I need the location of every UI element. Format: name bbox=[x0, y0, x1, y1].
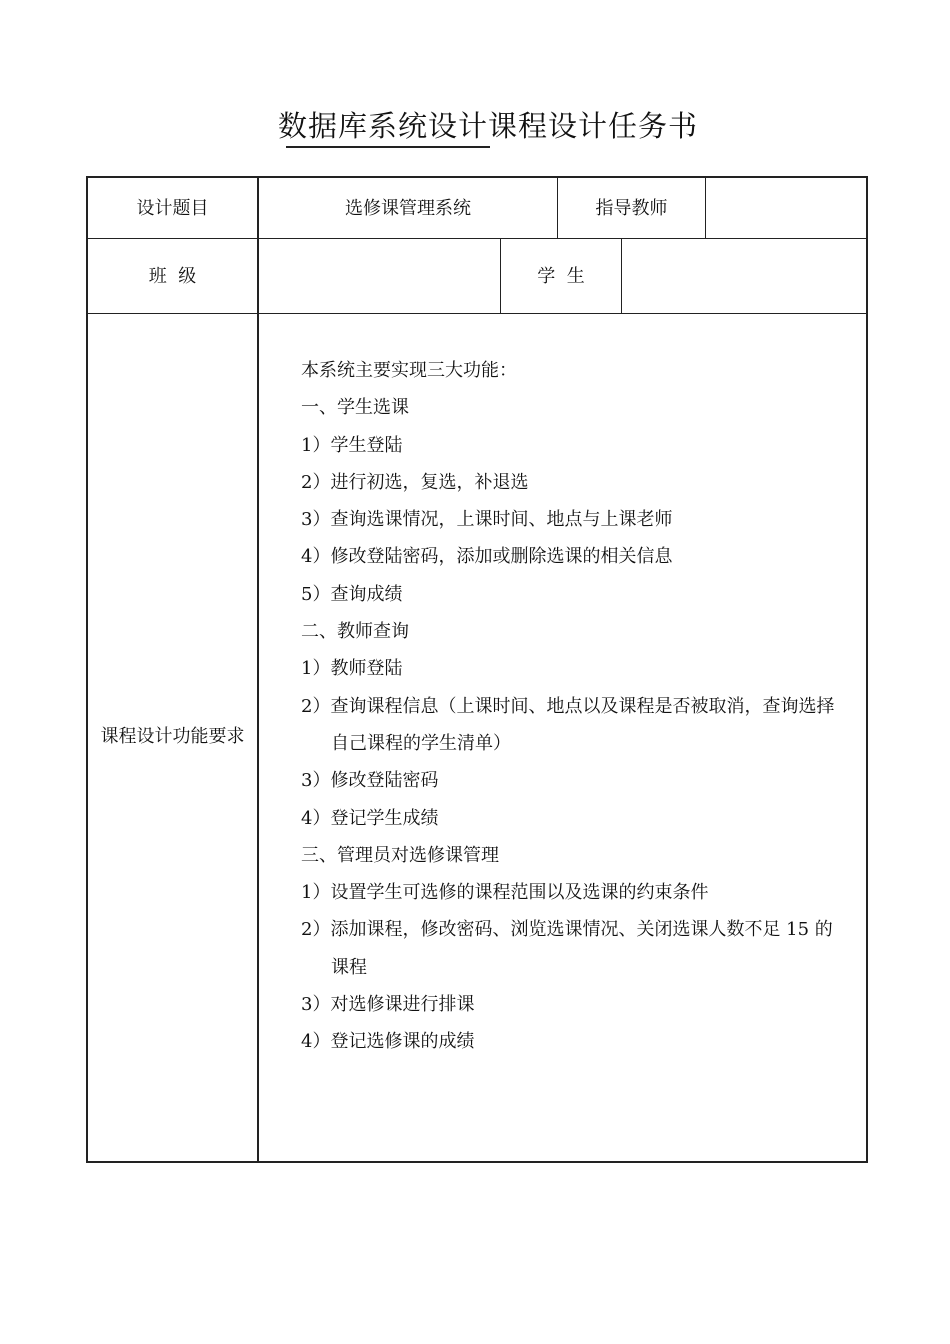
table-divider bbox=[86, 238, 868, 239]
list-item: 3）查询选课情况，上课时间、地点与上课老师 bbox=[301, 509, 673, 531]
title-underline bbox=[286, 146, 490, 148]
list-item: 4）修改登陆密码，添加或删除选课的相关信息 bbox=[301, 546, 673, 568]
list-item: 1）学生登陆 bbox=[301, 434, 403, 456]
list-item-continuation: 课程 bbox=[331, 956, 367, 978]
list-item: 4）登记学生成绩 bbox=[301, 807, 439, 829]
section-heading: 二、教师查询 bbox=[301, 621, 409, 643]
label-design-topic: 设计题目 bbox=[136, 198, 209, 219]
list-item: 2）查询课程信息（上课时间、地点以及课程是否被取消，查询选择 bbox=[301, 695, 835, 717]
list-item: 2）添加课程，修改密码、浏览选课情况、关闭选课人数不足 15 的 bbox=[301, 919, 833, 941]
list-item: 2）进行初选，复选，补退选 bbox=[301, 471, 529, 493]
label-advisor: 指导教师 bbox=[595, 198, 668, 219]
table-divider bbox=[86, 313, 868, 314]
list-item: 4）登记选修课的成绩 bbox=[301, 1031, 475, 1053]
document-title: 数据库系统设计课程设计任务书 bbox=[277, 109, 698, 143]
list-item: 3）修改登陆密码 bbox=[301, 770, 439, 792]
table-divider bbox=[621, 239, 622, 314]
design-topic-value: 选修课管理系统 bbox=[345, 198, 471, 219]
table-divider bbox=[705, 176, 706, 239]
label-requirements: 课程设计功能要求 bbox=[100, 726, 245, 747]
list-item: 5）查询成绩 bbox=[301, 583, 403, 605]
section-heading: 一、学生选课 bbox=[301, 397, 409, 419]
requirements-content bbox=[301, 352, 861, 1061]
label-student: 学 生 bbox=[537, 266, 585, 287]
list-item: 3）对选修课进行排课 bbox=[301, 994, 475, 1016]
section-heading: 三、管理员对选修课管理 bbox=[301, 844, 499, 866]
list-item-continuation: 自己课程的学生清单） bbox=[331, 732, 511, 754]
table-divider bbox=[257, 176, 259, 1163]
content-line: 本系统主要实现三大功能： bbox=[301, 360, 517, 381]
list-item: 1）设置学生可选修的课程范围以及选课的约束条件 bbox=[301, 882, 709, 904]
list-item: 1）教师登陆 bbox=[301, 658, 403, 680]
label-class: 班 级 bbox=[148, 266, 197, 287]
